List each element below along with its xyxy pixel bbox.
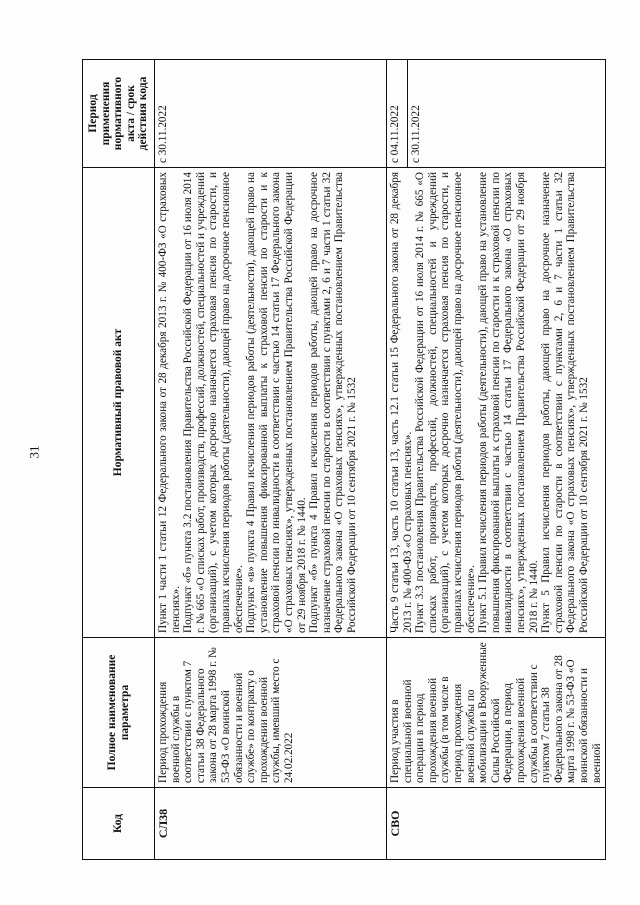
row-parameter-name: Период участия в специальной военной операции в период прохождения военной службы (в том числе в период прохождения военной службы по мобилизации в Вооруженные Силы Российской Федерации, в период прохождения военной службы в соответствии с пунктом 7 статьи 38 Федерального закона от 28 марта 1998 г. № 53-ФЗ «О воинской обязанности и военной: [387, 638, 606, 788]
act-paragraph: Подпункт «б» пункта 3.2 постановления Правительства Российской Федерации от 16 июля 2014 г. № 665 «О списках работ, производств, профессий, должностей, специальностей и учреждений (организаций), с учетом которых досрочно назначается страховая пенсия по старости, и правилах исчисления периодов работы (деятельности), дающей право на досрочное пенсионное обеспечение».: [182, 172, 245, 633]
header-act: Нормативный правовой акт: [83, 168, 155, 638]
table-row: [155, 60, 387, 860]
header-name: Полное наименование параметра: [83, 638, 155, 788]
row-period: [387, 60, 606, 168]
row-period: с 30.11.2022: [155, 60, 387, 168]
page-number: 31: [26, 445, 42, 459]
act-paragraph: Пункт 5.1 Правил исчисления периодов работы (деятельности), дающей право на установление повышения фиксированной выплаты к страховой пенсии по старости и к страховой пенсии по инвалидности в соответствии с частью 14 статьи 17 Федерального закона «О страховых пенсиях», утвержденных постановлением Правительства Российской Федерации от 29 ноября 2018 г. № 1440.: [477, 172, 540, 633]
act-paragraph: Подпункт «б» пункта 4 Правил исчисления периодов работы, дающей право на досрочное назначение страховой пенсии по старости в соответствии с пунктами 2, 6 и 7 части 1 статьи 32 Федерального закона «О страховых пенсиях», утвержденных постановлением Правительства Российской Федерации от 10 сентября 2021 г. № 1532: [308, 172, 358, 633]
period-line: с 30.11.2022: [410, 105, 422, 163]
act-paragraph: Пункт 3.3 постановления Правительства Российской Федерации от 16 июля 2014 г. № 665 «О списках работ, производств, профессий, должностей, специальностей и учреждений (организаций), с учетом которых досрочно назначается страховая пенсия по старости, и правилах исчисления периодов работы (деятельности), дающей право на досрочное пенсионное обеспечение».: [414, 172, 477, 633]
row-legal-act: [155, 168, 387, 638]
header-period: Период применения нормативного акта / срок действия кода: [83, 60, 155, 168]
header-code: Код: [83, 788, 155, 860]
parameters-table: [82, 59, 606, 860]
period-line: с 04.11.2022: [387, 60, 408, 167]
act-paragraph: Пункт 1 части 1 статьи 12 Федерального закона от 28 декабря 2013 г. № 400-ФЗ «О страховых пенсиях».: [157, 172, 182, 633]
row-code: СВО: [387, 788, 606, 860]
row-parameter-name: Период прохождения военной службы в соответствии с пунктом 7 статьи 38 Федерального закона от 28 марта 1998 г. № 53-ФЗ «О воинской обязанности и военной службе» по контракту о прохождении военной службы, имевший место с 24.02.2022: [155, 638, 387, 788]
rotated-table-container: [82, 60, 602, 860]
act-paragraph: Подпункт «в» пункта 4 Правил исчисления периодов работы (деятельности), дающей право на установление повышения фиксированной выплаты к страховой пенсии по старости и к страховой пенсии по инвалидности в соответствии с частью 14 статьи 17 Федерального закона «О страховых пенсиях», утвержденных постановлением Правительства Российской Федерации от 29 ноября 2018 г. № 1440.: [245, 172, 308, 633]
table-row: [387, 60, 606, 860]
act-paragraph: Часть 9 статьи 13, часть 10 статьи 13, часть 12.1 статьи 15 Федерального закона от 28 декабря 2013 г. № 400-ФЗ «О страховых пенсиях».: [389, 172, 414, 633]
act-paragraph: Пункт 5 Правил исчисления периодов работы, дающей право на досрочное назначение страховой пенсии по старости в соответствии с пунктами 2, 6 и 7 части 1 статьи 32 Федерального закона «О страховых пенсиях», утвержденных постановлением Правительства Российской Федерации от 10 сентября 2021 г. № 1532: [540, 172, 590, 633]
table-header-row: [83, 60, 155, 860]
row-code: СЛ38: [155, 788, 387, 860]
row-legal-act: [387, 168, 606, 638]
